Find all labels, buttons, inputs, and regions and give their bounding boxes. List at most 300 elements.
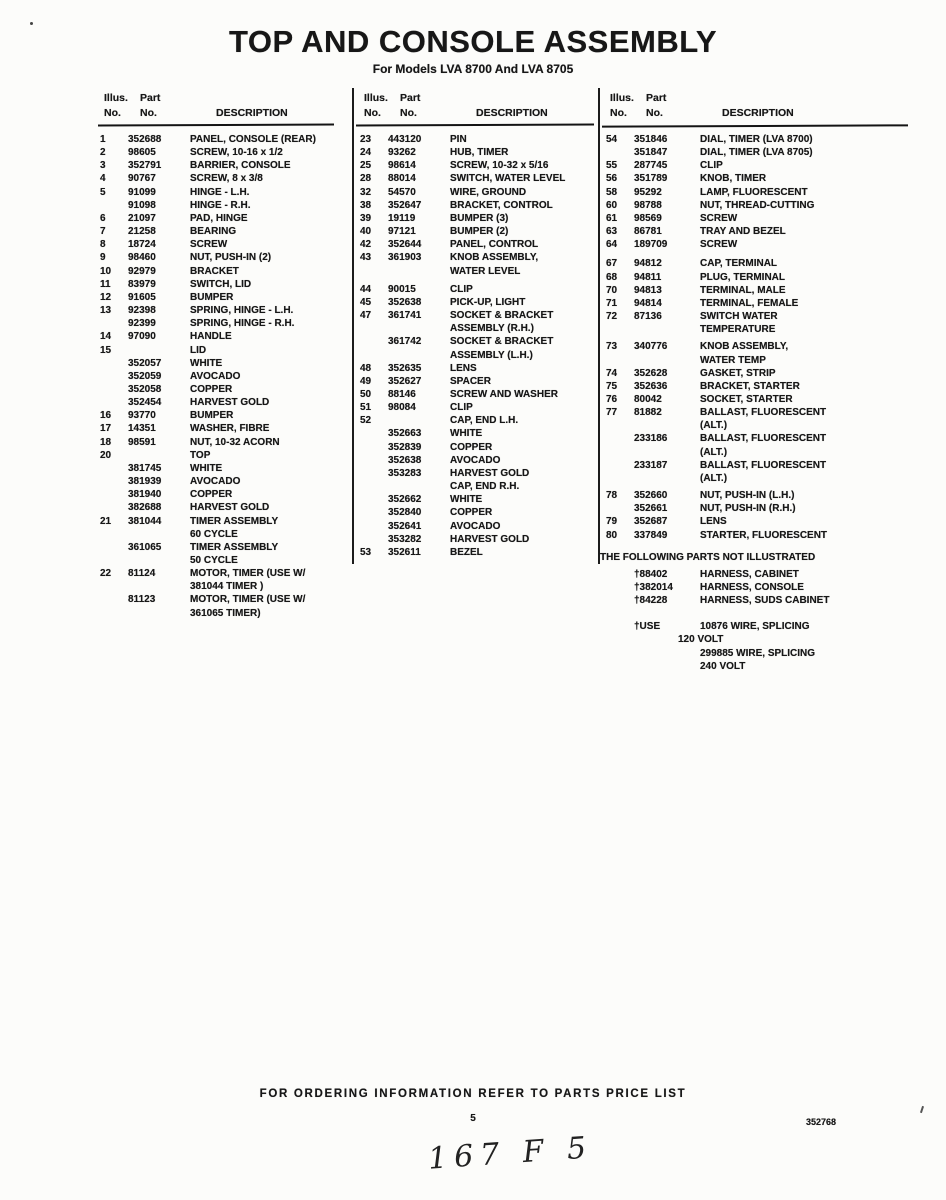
illus-no: 16 [100, 410, 112, 422]
part-description: SOCKET, STARTER [700, 393, 793, 405]
parts-row [100, 172, 352, 185]
illus-no: 18 [100, 436, 112, 448]
illus-no [100, 528, 128, 541]
illus-no [360, 349, 388, 362]
part-no: 90767 [128, 173, 156, 185]
part-no: 352644 [388, 239, 422, 251]
parts-row [100, 567, 352, 580]
illus-no: 55 [606, 160, 618, 172]
illus-no: 67 [606, 258, 618, 270]
illus-no: 25 [360, 160, 372, 172]
parts-row [606, 284, 922, 297]
part-no: 352628 [634, 367, 668, 379]
part-description: 381044 TIMER ) [190, 581, 264, 593]
parts-row [606, 568, 922, 581]
part-description: DIAL, TIMER (LVA 8705) [700, 147, 813, 159]
part-no: 352839 [388, 441, 422, 453]
header-description-label: DESCRIPTION [476, 107, 548, 119]
part-description: WHITE [190, 357, 223, 369]
parts-row [360, 454, 596, 467]
part-description: BEZEL [450, 546, 483, 558]
part-no: 19119 [388, 212, 416, 224]
part-description: TERMINAL, FEMALE [700, 297, 799, 309]
illus-no: 22 [100, 568, 112, 580]
document-number: 352768 [806, 1117, 837, 1127]
parts-column-3 [600, 133, 922, 673]
illus-no: 42 [360, 239, 372, 251]
parts-row [100, 488, 352, 501]
part-description: COPPER [450, 507, 493, 519]
part-no: 351789 [634, 173, 668, 185]
illus-no: 17 [100, 423, 112, 435]
illus-no: 63 [606, 226, 618, 238]
part-no: 361065 [128, 541, 162, 553]
part-no [634, 472, 700, 485]
header-illus-label: Illus. [610, 92, 634, 104]
parts-row [606, 432, 922, 445]
header-line-1 [364, 91, 548, 106]
part-description: SWITCH, WATER LEVEL [450, 173, 566, 185]
illus-no [606, 633, 634, 646]
parts-row [100, 251, 352, 264]
part-description: NUT, THREAD-CUTTING [700, 199, 815, 211]
part-no: 353282 [388, 533, 422, 545]
parts-row [100, 291, 352, 304]
part-description: HARNESS, SUDS CABINET [700, 595, 830, 607]
illus-no: 75 [606, 380, 618, 392]
illus-no [100, 593, 128, 606]
part-no: 81882 [634, 407, 662, 419]
parts-row [360, 238, 596, 251]
part-no: 92398 [128, 305, 156, 317]
part-description: HARVEST GOLD [450, 533, 530, 545]
parts-row [100, 475, 352, 488]
parts-row [606, 459, 922, 472]
part-description: (ALT.) [700, 446, 728, 458]
not-illustrated-heading: THE FOLLOWING PARTS NOT ILLUSTRATED [600, 551, 816, 563]
part-no: 94814 [634, 297, 662, 309]
parts-row [606, 172, 922, 185]
part-no: 91605 [128, 291, 156, 303]
part-description: AVOCADO [190, 370, 241, 382]
header-line-2 [104, 106, 288, 121]
parts-row [100, 212, 352, 225]
illus-no [100, 357, 128, 370]
parts-row [360, 265, 596, 278]
part-description: COPPER [190, 383, 233, 395]
parts-row [100, 265, 352, 278]
parts-row [606, 159, 922, 172]
page-subtitle: For Models LVA 8700 And LVA 8705 [372, 62, 574, 76]
parts-row [360, 441, 596, 454]
parts-row [606, 354, 922, 367]
illus-no: 44 [360, 283, 372, 295]
parts-row [100, 199, 352, 212]
illus-no: 2 [100, 147, 106, 159]
parts-row [606, 620, 922, 633]
part-description: WATER LEVEL [450, 265, 521, 277]
illus-no [606, 146, 634, 159]
parts-row [606, 133, 922, 146]
part-no: 54570 [388, 186, 416, 198]
illus-no [360, 265, 388, 278]
parts-row [100, 186, 352, 199]
parts-row [360, 520, 596, 533]
part-no: 233187 [634, 459, 668, 471]
part-no: 81123 [128, 594, 156, 606]
parts-row [100, 422, 352, 435]
part-no: †84228 [634, 595, 668, 607]
illus-no [100, 317, 128, 330]
part-description: PLUG, TERMINAL [700, 271, 785, 283]
illus-no [606, 647, 634, 660]
part-no: 83979 [128, 278, 156, 290]
illus-no [100, 554, 128, 567]
illus-no [360, 335, 388, 348]
illus-no: 70 [606, 284, 618, 296]
part-description: HINGE - L.H. [190, 186, 250, 198]
parts-row [606, 660, 922, 673]
parts-row [606, 297, 922, 310]
illus-no: 28 [360, 173, 372, 185]
part-no: 381745 [128, 462, 162, 474]
header-line-1 [104, 91, 288, 106]
part-no: 98460 [128, 252, 156, 264]
illus-no: 73 [606, 341, 618, 353]
header-no-label: No. [400, 107, 417, 119]
parts-row [606, 199, 922, 212]
parts-row [606, 419, 922, 432]
illus-no: 71 [606, 297, 618, 309]
part-no: 382688 [128, 502, 162, 514]
not-illustrated-rows [606, 568, 922, 607]
part-no [634, 446, 700, 459]
part-description: CAP, END L.H. [450, 415, 519, 427]
part-description: BALLAST, FLUORESCENT [700, 459, 827, 471]
part-no: 352454 [128, 397, 162, 409]
parts-row [100, 357, 352, 370]
part-no [634, 419, 700, 432]
illus-no: 21 [100, 515, 112, 527]
illus-no [360, 533, 388, 546]
illus-no [360, 520, 388, 533]
part-description: BARRIER, CONSOLE [190, 160, 291, 172]
illus-no [606, 660, 634, 673]
part-no: 352662 [388, 494, 422, 506]
illus-no: 56 [606, 173, 618, 185]
part-description: WIRE, GROUND [450, 186, 527, 198]
parts-row [100, 159, 352, 172]
illus-no: 77 [606, 407, 618, 419]
part-no: 95292 [634, 186, 662, 198]
part-description: CLIP [450, 283, 473, 295]
part-no: 352641 [388, 520, 422, 532]
part-no: 92399 [128, 318, 156, 330]
parts-row [606, 146, 922, 159]
illus-no: 61 [606, 212, 618, 224]
part-no: 351847 [634, 147, 668, 159]
parts-row [606, 472, 922, 485]
page-number: 5 [470, 1113, 476, 1124]
part-description: NUT, PUSH-IN (2) [190, 252, 272, 264]
parts-row [606, 515, 922, 528]
part-no: 14351 [128, 423, 156, 435]
part-description: SCREW [700, 212, 738, 224]
part-description: KNOB ASSEMBLY, [700, 341, 789, 353]
part-no: 98569 [634, 212, 662, 224]
part-description: SPACER [450, 375, 491, 387]
parts-row [606, 257, 922, 270]
part-no: 352791 [128, 160, 162, 172]
part-no [128, 528, 190, 541]
part-no: 98788 [634, 199, 662, 211]
use-note-rows [606, 620, 922, 673]
part-description: HARVEST GOLD [190, 397, 270, 409]
illus-no [360, 506, 388, 519]
header-illus-label: Illus. [364, 92, 388, 104]
parts-row [606, 529, 922, 542]
part-no [128, 580, 190, 593]
parts-row [606, 310, 922, 323]
parts-row [360, 322, 596, 335]
illus-no: 49 [360, 375, 372, 387]
illus-no: 50 [360, 388, 372, 400]
illus-no: 60 [606, 199, 618, 211]
parts-row [606, 340, 922, 353]
parts-row [100, 225, 352, 238]
part-description: 50 CYCLE [190, 555, 238, 566]
parts-row [100, 409, 352, 422]
part-no: 352688 [128, 134, 162, 145]
part-description: TIMER ASSEMBLY [190, 515, 279, 527]
part-no: †382014 [634, 582, 673, 593]
part-description: MOTOR, TIMER (USE W/ [190, 594, 306, 606]
part-description: GASKET, STRIP [700, 367, 776, 379]
part-no: 361742 [388, 336, 422, 348]
illus-no [360, 322, 388, 335]
part-no: 381940 [128, 489, 162, 501]
illus-no: 12 [100, 291, 112, 303]
parts-row [360, 335, 596, 348]
part-description: BUMPER (2) [450, 226, 509, 238]
part-no [128, 449, 190, 462]
part-no: 98591 [128, 436, 156, 448]
parts-row [606, 323, 922, 336]
part-description: PAD, HINGE [190, 212, 248, 224]
illus-no [606, 446, 634, 459]
illus-no [606, 594, 634, 607]
header-no-label: No. [140, 107, 157, 119]
page-title: TOP AND CONSOLE ASSEMBLY [229, 24, 717, 59]
part-description: BALLAST, FLUORESCENT [700, 407, 827, 419]
part-description: CLIP [450, 402, 473, 414]
illus-no [360, 467, 388, 480]
part-description: PIN [450, 134, 467, 145]
part-description: WHITE [450, 428, 483, 440]
part-no: 352661 [634, 503, 668, 515]
parts-row [100, 449, 352, 462]
part-description: 60 CYCLE [190, 528, 238, 540]
part-no: 21097 [128, 212, 156, 224]
illus-no: 32 [360, 186, 372, 198]
illus-no [100, 607, 128, 620]
part-description: 120 VOLT [678, 634, 724, 646]
part-no: 88146 [388, 388, 416, 400]
illus-no [606, 432, 634, 445]
illus-no: 74 [606, 367, 618, 379]
part-no: 91099 [128, 186, 156, 198]
part-description: NUT, PUSH-IN (R.H.) [700, 503, 796, 515]
parts-row [100, 541, 352, 554]
parts-row [100, 383, 352, 396]
parts-row [360, 159, 596, 172]
header-no-label: No. [364, 107, 381, 119]
part-description: SCREW, 10-16 x 1/2 [190, 147, 283, 159]
header-no-label: No. [610, 107, 627, 119]
part-description: HINGE - R.H. [190, 199, 251, 211]
part-description: CAP, END R.H. [450, 481, 520, 493]
part-description: WATER TEMP [700, 354, 766, 366]
part-description: NUT, 10-32 ACORN [190, 436, 280, 448]
part-no [388, 349, 450, 362]
illus-no: 52 [360, 415, 372, 427]
part-no: 90015 [388, 283, 416, 295]
parts-row [360, 388, 596, 401]
illus-no [360, 480, 388, 493]
part-description: AVOCADO [450, 454, 501, 466]
parts-row [100, 515, 352, 528]
part-description: BRACKET, STARTER [700, 380, 800, 392]
illus-no [606, 459, 634, 472]
part-description: COPPER [190, 489, 233, 501]
illus-no [606, 568, 634, 581]
part-description: (ALT.) [700, 420, 728, 432]
parts-row [606, 489, 922, 502]
parts-column-2 [360, 133, 596, 559]
part-no: 92979 [128, 265, 156, 277]
part-no: 352058 [128, 383, 162, 395]
illus-no: 43 [360, 252, 372, 264]
illus-no: 7 [100, 226, 106, 238]
parts-row [360, 480, 596, 493]
part-description: SOCKET & BRACKET [450, 336, 554, 348]
part-no: 352636 [634, 380, 668, 392]
parts-row [100, 607, 352, 620]
illus-no: 72 [606, 311, 618, 323]
parts-row [360, 133, 596, 146]
part-description: TRAY AND BEZEL [700, 226, 786, 238]
illus-no [606, 620, 634, 633]
illus-no [100, 199, 128, 212]
ordering-note: FOR ORDERING INFORMATION REFER TO PARTS PRICE LIST [259, 1088, 687, 1100]
header-part-label: Part [140, 92, 161, 104]
column-header-1 [104, 91, 288, 121]
part-description: LID [190, 344, 207, 356]
header-rule [98, 123, 334, 126]
illus-no: 47 [360, 310, 372, 322]
part-no: 361741 [388, 310, 422, 322]
illus-no: 48 [360, 362, 372, 374]
parts-row [606, 647, 922, 660]
parts-row [100, 436, 352, 449]
parts-row [360, 375, 596, 388]
part-no: 18724 [128, 239, 156, 251]
part-description: CLIP [700, 160, 723, 172]
parts-row [606, 393, 922, 406]
parts-row [606, 271, 922, 284]
illus-no: 5 [100, 186, 106, 198]
illus-no [606, 354, 634, 367]
part-no [634, 323, 700, 336]
part-no: 189709 [634, 239, 668, 251]
parts-row [100, 593, 352, 606]
part-no: †USE [634, 621, 661, 633]
part-description: WHITE [190, 462, 223, 474]
part-description: HARVEST GOLD [450, 467, 530, 479]
header-rule [602, 124, 908, 127]
part-description: 240 VOLT [700, 660, 746, 672]
illus-no: 79 [606, 516, 618, 528]
parts-row [360, 349, 596, 362]
part-no: 352660 [634, 490, 668, 502]
part-description: PANEL, CONSOLE (REAR) [190, 134, 316, 145]
part-no: 287745 [634, 160, 668, 172]
part-description: (ALT.) [700, 472, 728, 484]
header-part-label: Part [400, 92, 421, 104]
part-description: AVOCADO [450, 520, 501, 532]
parts-row [360, 186, 596, 199]
parts-row [360, 172, 596, 185]
parts-row [606, 446, 922, 459]
part-description: 299885 WIRE, SPLICING [700, 647, 816, 659]
parts-row [606, 581, 922, 594]
parts-row [100, 462, 352, 475]
part-description: HANDLE [190, 331, 232, 343]
part-no: 233186 [634, 433, 668, 445]
part-no: 352627 [388, 375, 422, 387]
illus-no: 24 [360, 147, 372, 159]
parts-row [360, 467, 596, 480]
illus-no: 53 [360, 546, 372, 558]
parts-row [360, 414, 596, 427]
part-description: WASHER, FIBRE [190, 423, 270, 435]
illus-no: 8 [100, 239, 106, 251]
part-description: HARVEST GOLD [190, 502, 270, 514]
part-description: ASSEMBLY (R.H.) [450, 323, 534, 335]
column-divider [598, 88, 600, 564]
header-no-label: No. [104, 107, 121, 119]
part-description: STARTER, FLUORESCENT [700, 529, 828, 541]
illus-no: 38 [360, 199, 372, 211]
header-line-2 [610, 106, 794, 121]
illus-no: 58 [606, 186, 618, 198]
part-no: 352057 [128, 357, 162, 369]
illus-no: 11 [100, 278, 111, 290]
parts-row [606, 380, 922, 393]
illus-no [100, 383, 128, 396]
illus-no: 10 [100, 265, 112, 277]
part-no: 93262 [388, 147, 416, 159]
part-description: PICK-UP, LIGHT [450, 296, 526, 308]
part-no: 352059 [128, 370, 162, 382]
parts-row [606, 502, 922, 515]
part-description: LENS [450, 362, 477, 374]
part-no: 351846 [634, 134, 668, 145]
handwritten-note: 167 F 5 [426, 1130, 595, 1177]
parts-row [100, 580, 352, 593]
part-description: BUMPER [190, 291, 234, 303]
part-no: 337849 [634, 529, 668, 541]
